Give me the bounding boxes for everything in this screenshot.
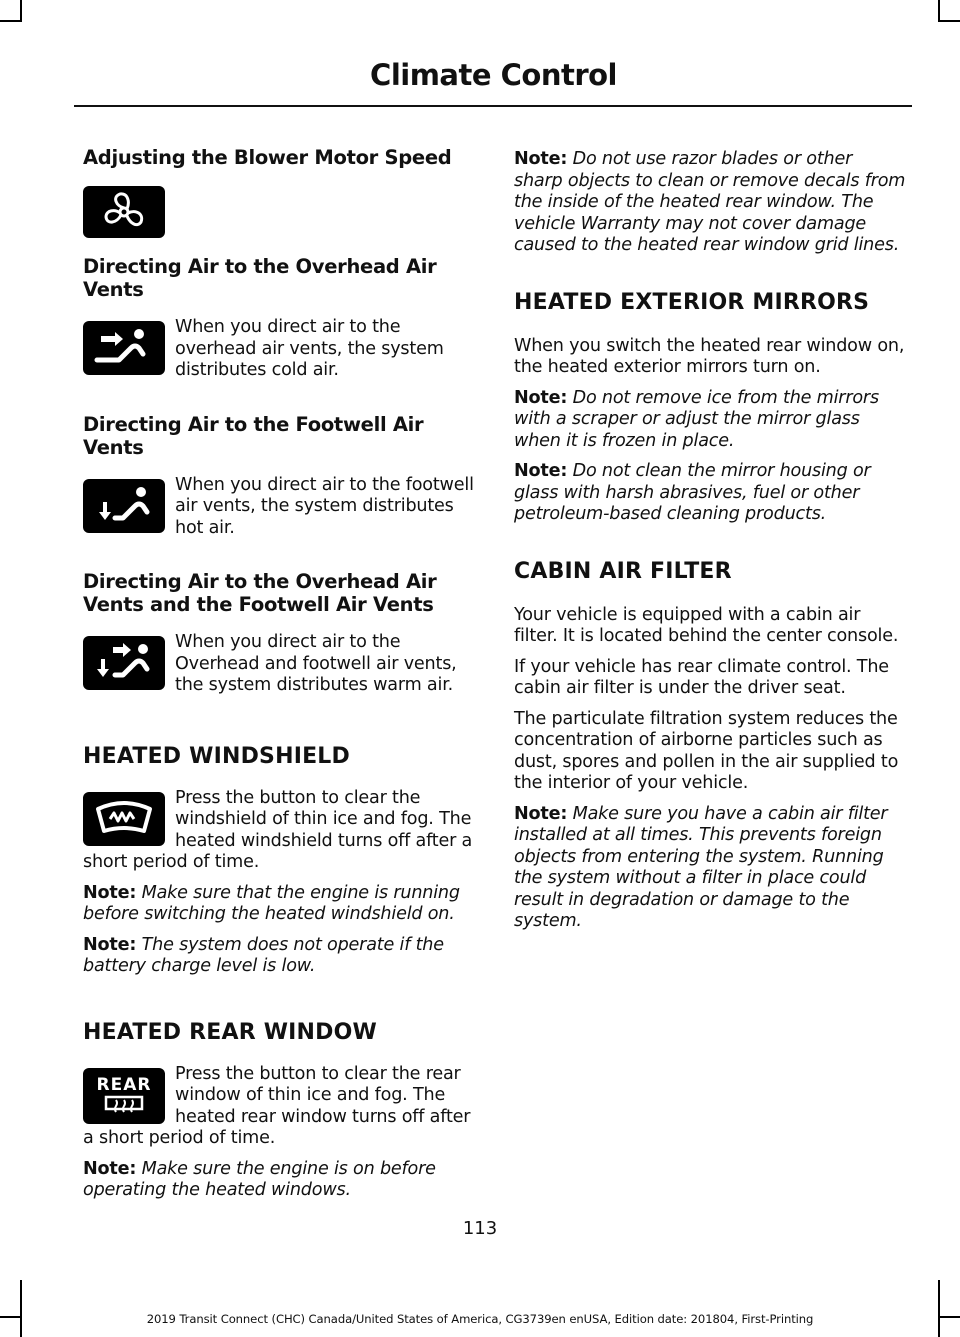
heated-windshield-text: Press the button to clear the windshield of thin ice and fog. The heated windshield turns off after a short period of time. xyxy=(83,787,473,872)
heated-mirrors-text: When you switch the heated rear window on, the heated exterior mirrors turn on. xyxy=(514,335,905,377)
fan-icon xyxy=(83,186,165,238)
mirrors-note-2: Note: Do not clean the mirror housing or glass with harsh abrasives, fuel or other petroleum-based cleaning products. xyxy=(514,461,871,524)
overhead-row xyxy=(83,317,477,382)
right-column xyxy=(514,146,906,933)
windshield-note-1: Note: Make sure that the engine is running before switching the heated windshield on. xyxy=(83,882,460,924)
crop-mark xyxy=(938,0,940,22)
heated-mirrors-heading: HEATED EXTERIOR MIRRORS xyxy=(514,289,870,315)
cabin-filter-text-2: If your vehicle has rear climate control. The cabin air filter is under the driver seat. xyxy=(514,656,889,698)
blower-heading: Adjusting the Blower Motor Speed xyxy=(83,146,452,169)
page-title: Climate Control xyxy=(370,58,617,92)
razor-blade-note: Note: Do not use razor blades or other sharp objects to clean or remove decals from the inside of the heated rear window. The vehicle Warranty may not cover damage caused to the heated rear window grid lines. xyxy=(514,149,906,255)
cabin-filter-note: Note: Make sure you have a cabin air filter installed at all times. This prevents foreign objects from entering the system. Running the system without a filter in place could result in degradation or damage to the system. xyxy=(514,803,888,931)
both-vents-row xyxy=(83,632,477,697)
header-divider xyxy=(74,105,912,107)
heated-rear-window-block xyxy=(83,1064,477,1150)
footwell-row xyxy=(83,474,477,540)
heated-rear-window-icon: REAR xyxy=(83,1068,165,1124)
crop-mark xyxy=(938,1316,960,1318)
heated-rear-window-heading: HEATED REAR WINDOW xyxy=(83,1019,378,1045)
footwell-heading: Directing Air to the Footwell Air Vents xyxy=(83,412,424,459)
both-vents-heading: Directing Air to the Overhead Air Vents and the Footwell Air Vents xyxy=(83,570,437,616)
heated-windshield-block xyxy=(83,788,477,874)
overhead-heading: Directing Air to the Overhead Air Vents xyxy=(83,255,437,301)
air-to-feet-icon xyxy=(83,479,165,533)
crop-mark xyxy=(20,1280,22,1337)
air-to-face-icon xyxy=(83,321,165,375)
heated-rear-window-text: Press the button to clear the rear window of thin ice and fog. The heated rear window turns off after a short period of time. xyxy=(83,1063,471,1148)
heated-windshield-heading: HEATED WINDSHIELD xyxy=(83,743,350,769)
cabin-air-filter-heading: CABIN AIR FILTER xyxy=(514,558,732,584)
page-footer: 2019 Transit Connect (CHC) Canada/United States of America, CG3739en enUSA, Edition date: 201804, First-Printing xyxy=(146,1312,814,1326)
cabin-filter-text-3: The particulate filtration system reduces the concentration of airborne particles such as dust, spores and pollen in the air supplied to the interior of your vehicle. xyxy=(514,708,899,793)
windshield-note-2: Note: The system does not operate if the battery charge level is low. xyxy=(83,934,444,976)
air-to-face-and-feet-icon xyxy=(83,636,165,690)
crop-mark xyxy=(20,0,22,22)
crop-mark xyxy=(938,1280,940,1337)
cabin-filter-text-1: Your vehicle is equipped with a cabin air filter. It is located behind the center console. xyxy=(514,604,899,646)
crop-mark xyxy=(0,20,22,22)
crop-mark xyxy=(938,20,960,22)
page-number: 113 xyxy=(462,1218,498,1239)
footwell-text: When you direct air to the footwell air vents, the system distributes hot air. xyxy=(175,474,474,538)
rear-window-note: Note: Make sure the engine is on before operating the heated windows. xyxy=(83,1158,436,1200)
both-vents-text: When you direct air to the Overhead and footwell air vents, the system distributes warm air. xyxy=(175,632,457,695)
heated-windshield-icon xyxy=(83,792,165,846)
crop-mark xyxy=(0,1316,22,1318)
left-column xyxy=(83,146,477,1202)
mirrors-note-1: Note: Do not remove ice from the mirrors with a scraper or adjust the mirror glass when it is frozen in place. xyxy=(514,387,879,451)
overhead-text: When you direct air to the overhead air vents, the system distributes cold air. xyxy=(175,317,444,380)
